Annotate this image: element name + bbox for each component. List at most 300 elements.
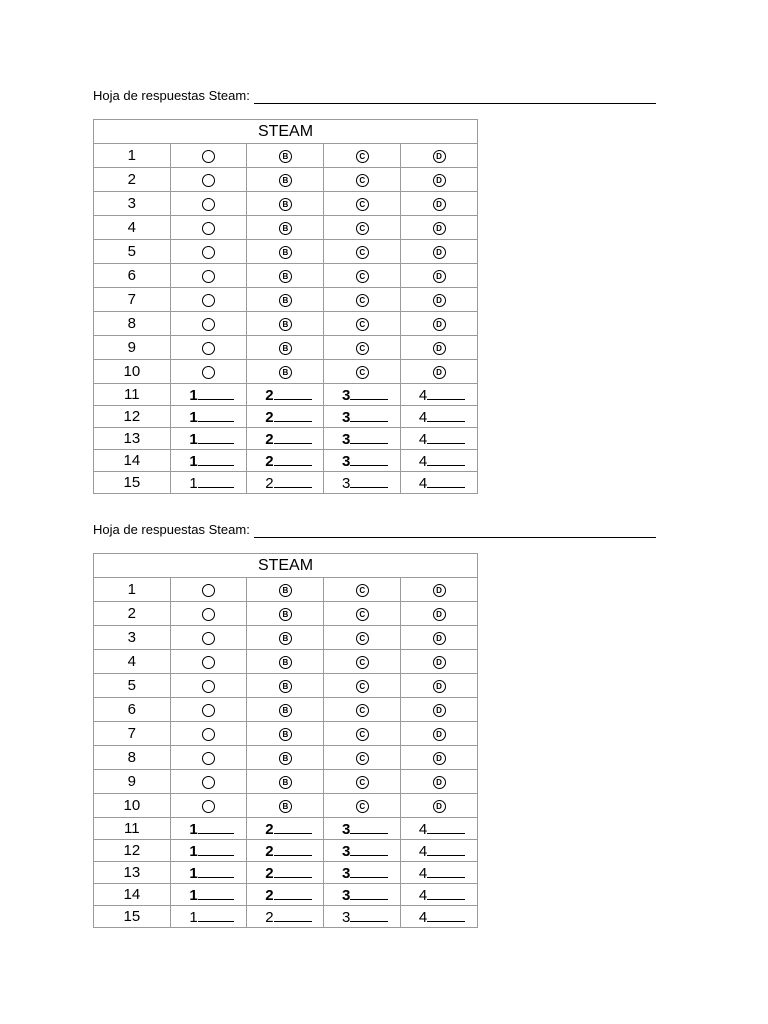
- question-number: 7: [94, 288, 171, 312]
- answer-bubble[interactable]: D: [433, 342, 446, 355]
- answer-blank-line[interactable]: [274, 885, 312, 900]
- answer-option-cell: [324, 746, 401, 770]
- answer-option-cell: [247, 192, 324, 216]
- question-number: 3: [94, 626, 171, 650]
- answer-bubble[interactable]: C: [356, 150, 369, 163]
- answer-blank-line[interactable]: [198, 907, 234, 922]
- fill-in-cell: [247, 384, 324, 406]
- answer-blank-line[interactable]: [274, 385, 312, 400]
- answer-option-cell: [401, 578, 478, 602]
- answer-bubble[interactable]: D: [433, 222, 446, 235]
- blank-label: 2: [265, 453, 274, 470]
- answer-option-cell: [247, 602, 324, 626]
- fill-in-cell: [247, 450, 324, 472]
- answer-blank-line[interactable]: [350, 429, 388, 444]
- answer-bubble[interactable]: D: [433, 294, 446, 307]
- fill-in-cell: [170, 862, 247, 884]
- answer-option-cell: [170, 578, 247, 602]
- answer-option-cell: [247, 674, 324, 698]
- bubble-row: [94, 626, 478, 650]
- answer-bubble[interactable]: D: [433, 366, 446, 379]
- question-number: 14: [94, 884, 171, 906]
- answer-blank-line[interactable]: [427, 385, 465, 400]
- answer-bubble[interactable]: [202, 342, 215, 355]
- answer-bubble[interactable]: [202, 728, 215, 741]
- answer-bubble[interactable]: B: [279, 366, 292, 379]
- answer-option-cell: [401, 168, 478, 192]
- blank-label: 1: [189, 475, 198, 492]
- answer-option-cell: [170, 216, 247, 240]
- blank-label: 3: [342, 475, 351, 492]
- question-number: 11: [94, 818, 171, 840]
- answer-bubble[interactable]: D: [433, 800, 446, 813]
- answer-bubble[interactable]: D: [433, 246, 446, 259]
- question-number: 10: [94, 360, 171, 384]
- answer-option-cell: [324, 722, 401, 746]
- answer-option-cell: [324, 794, 401, 818]
- answer-option-cell: [401, 794, 478, 818]
- name-fill-line[interactable]: [254, 523, 656, 538]
- blank-label: 3: [342, 887, 351, 904]
- blank-label: 1: [189, 865, 198, 882]
- answer-option-cell: [247, 264, 324, 288]
- answer-bubble[interactable]: C: [356, 318, 369, 331]
- fill-in-cell: [324, 906, 401, 928]
- answer-bubble[interactable]: D: [433, 270, 446, 283]
- answer-blank-line[interactable]: [350, 819, 388, 834]
- fill-in-cell: [401, 384, 478, 406]
- answer-blank-line[interactable]: [198, 451, 234, 466]
- answer-option-cell: [401, 650, 478, 674]
- answer-blank-line[interactable]: [198, 407, 234, 422]
- answer-option-cell: [170, 698, 247, 722]
- answer-option-cell: [247, 746, 324, 770]
- answer-bubble[interactable]: [202, 318, 215, 331]
- answer-bubble[interactable]: [202, 366, 215, 379]
- fill-in-cell: [401, 450, 478, 472]
- answer-blank-line[interactable]: [350, 407, 388, 422]
- fill-in-row: [94, 450, 478, 472]
- fill-in-cell: [401, 862, 478, 884]
- blank-label: 4: [418, 843, 428, 860]
- answer-option-cell: [401, 746, 478, 770]
- answer-blank-line[interactable]: [350, 841, 388, 856]
- answer-option-cell: [324, 360, 401, 384]
- blank-label: 4: [418, 887, 428, 904]
- fill-in-cell: [170, 884, 247, 906]
- blank-label: 3: [342, 843, 351, 860]
- answer-sheet-1: [93, 87, 693, 494]
- bubble-row: [94, 336, 478, 360]
- answer-bubble[interactable]: [202, 656, 215, 669]
- fill-in-cell: [247, 862, 324, 884]
- answer-option-cell: [170, 650, 247, 674]
- fill-in-cell: [170, 428, 247, 450]
- answer-option-cell: [247, 288, 324, 312]
- question-number: 5: [94, 674, 171, 698]
- answer-bubble[interactable]: D: [433, 776, 446, 789]
- answer-bubble[interactable]: [202, 680, 215, 693]
- blank-label: 1: [189, 843, 198, 860]
- name-fill-line[interactable]: [254, 89, 656, 104]
- answer-bubble[interactable]: B: [279, 608, 292, 621]
- answer-bubble[interactable]: C: [356, 246, 369, 259]
- answer-bubble[interactable]: B: [279, 728, 292, 741]
- fill-in-cell: [401, 906, 478, 928]
- fill-in-row: [94, 384, 478, 406]
- answer-option-cell: [170, 192, 247, 216]
- answer-option-cell: [247, 168, 324, 192]
- blank-label: 2: [265, 431, 274, 448]
- blank-label: 3: [342, 409, 351, 426]
- answer-option-cell: [247, 650, 324, 674]
- fill-in-cell: [324, 840, 401, 862]
- blank-label: 1: [189, 909, 198, 926]
- blank-label: 1: [189, 387, 198, 404]
- answer-bubble[interactable]: C: [356, 198, 369, 211]
- bubble-row: [94, 288, 478, 312]
- answer-bubble[interactable]: [202, 800, 215, 813]
- question-number: 15: [94, 906, 171, 928]
- answer-blank-line[interactable]: [198, 841, 234, 856]
- bubble-row: [94, 192, 478, 216]
- sheet-heading: [93, 521, 693, 538]
- answer-bubble[interactable]: D: [433, 632, 446, 645]
- answer-option-cell: [247, 312, 324, 336]
- blank-label: 1: [189, 821, 198, 838]
- question-number: 9: [94, 770, 171, 794]
- fill-in-row: [94, 818, 478, 840]
- answer-bubble[interactable]: [202, 752, 215, 765]
- fill-in-cell: [170, 906, 247, 928]
- question-number: 11: [94, 384, 171, 406]
- answer-option-cell: [170, 336, 247, 360]
- blank-label: 4: [418, 821, 428, 838]
- answer-bubble[interactable]: [202, 632, 215, 645]
- bubble-row: [94, 578, 478, 602]
- answer-option-cell: [324, 312, 401, 336]
- blank-label: 2: [265, 387, 274, 404]
- answer-option-cell: [401, 336, 478, 360]
- answer-blank-line[interactable]: [427, 885, 465, 900]
- blank-label: 4: [418, 387, 428, 404]
- answer-option-cell: [170, 312, 247, 336]
- blank-label: 3: [342, 909, 351, 926]
- fill-in-cell: [247, 906, 324, 928]
- answer-bubble[interactable]: C: [356, 752, 369, 765]
- answer-bubble[interactable]: B: [279, 800, 292, 813]
- fill-in-cell: [247, 472, 324, 494]
- answer-blank-line[interactable]: [274, 819, 312, 834]
- answer-option-cell: [170, 794, 247, 818]
- answer-blank-line[interactable]: [198, 819, 234, 834]
- answer-bubble[interactable]: D: [433, 174, 446, 187]
- answer-option-cell: [401, 240, 478, 264]
- answer-blank-line[interactable]: [427, 473, 465, 488]
- bubble-row: [94, 240, 478, 264]
- answer-bubble[interactable]: D: [433, 704, 446, 717]
- answer-blank-line[interactable]: [274, 429, 312, 444]
- answer-option-cell: [170, 746, 247, 770]
- answer-bubble[interactable]: D: [433, 584, 446, 597]
- blank-label: 3: [342, 431, 351, 448]
- answer-bubble[interactable]: D: [433, 656, 446, 669]
- question-number: 1: [94, 144, 171, 168]
- answer-option-cell: [170, 602, 247, 626]
- answer-option-cell: [170, 144, 247, 168]
- answer-option-cell: [170, 674, 247, 698]
- answer-option-cell: [324, 770, 401, 794]
- answer-bubble[interactable]: [202, 704, 215, 717]
- answer-bubble[interactable]: D: [433, 608, 446, 621]
- bubble-row: [94, 794, 478, 818]
- fill-in-cell: [170, 472, 247, 494]
- answer-option-cell: [170, 168, 247, 192]
- question-number: 14: [94, 450, 171, 472]
- answer-option-cell: [401, 192, 478, 216]
- blank-label: 2: [265, 909, 274, 926]
- blank-label: 3: [342, 865, 351, 882]
- answer-option-cell: [247, 770, 324, 794]
- question-number: 13: [94, 428, 171, 450]
- answer-option-cell: [324, 168, 401, 192]
- answer-bubble[interactable]: [202, 174, 215, 187]
- answer-option-cell: [170, 770, 247, 794]
- fill-in-cell: [401, 428, 478, 450]
- answer-option-cell: [401, 360, 478, 384]
- question-number: 15: [94, 472, 171, 494]
- fill-in-row: [94, 840, 478, 862]
- answer-option-cell: [247, 578, 324, 602]
- answer-bubble[interactable]: B: [279, 680, 292, 693]
- answer-blank-line[interactable]: [198, 885, 234, 900]
- answer-blank-line[interactable]: [274, 841, 312, 856]
- answer-blank-line[interactable]: [274, 473, 312, 488]
- bubble-row: [94, 144, 478, 168]
- blank-label: 1: [189, 453, 198, 470]
- question-number: 4: [94, 216, 171, 240]
- answer-bubble[interactable]: [202, 608, 215, 621]
- answer-option-cell: [324, 674, 401, 698]
- fill-in-cell: [401, 884, 478, 906]
- answer-bubble[interactable]: B: [279, 246, 292, 259]
- answer-option-cell: [170, 288, 247, 312]
- bubble-row: [94, 698, 478, 722]
- question-number: 4: [94, 650, 171, 674]
- answer-blank-line[interactable]: [350, 385, 388, 400]
- answer-bubble[interactable]: B: [279, 222, 292, 235]
- answer-bubble[interactable]: C: [356, 366, 369, 379]
- answer-bubble[interactable]: [202, 294, 215, 307]
- answer-option-cell: [324, 602, 401, 626]
- answer-bubble[interactable]: [202, 246, 215, 259]
- answer-blank-line[interactable]: [427, 863, 465, 878]
- question-number: 6: [94, 264, 171, 288]
- fill-in-cell: [247, 818, 324, 840]
- answer-bubble[interactable]: D: [433, 680, 446, 693]
- heading-label: Hoja de respuestas Steam:: [93, 522, 250, 537]
- answer-bubble[interactable]: B: [279, 656, 292, 669]
- answer-bubble[interactable]: [202, 776, 215, 789]
- answer-option-cell: [401, 144, 478, 168]
- fill-in-cell: [247, 428, 324, 450]
- question-number: 3: [94, 192, 171, 216]
- answer-option-cell: [324, 578, 401, 602]
- answer-blank-line[interactable]: [198, 473, 234, 488]
- fill-in-cell: [170, 406, 247, 428]
- answer-option-cell: [247, 626, 324, 650]
- answer-option-cell: [170, 360, 247, 384]
- blank-label: 2: [265, 865, 274, 882]
- answer-blank-line[interactable]: [427, 429, 465, 444]
- answer-option-cell: [401, 698, 478, 722]
- answer-blank-line[interactable]: [427, 907, 465, 922]
- blank-label: 1: [189, 887, 198, 904]
- bubble-row: [94, 602, 478, 626]
- answer-option-cell: [247, 698, 324, 722]
- answer-blank-line[interactable]: [350, 473, 388, 488]
- answer-blank-line[interactable]: [427, 819, 465, 834]
- blank-label: 4: [418, 865, 428, 882]
- answer-bubble[interactable]: C: [356, 270, 369, 283]
- answer-bubble[interactable]: C: [356, 632, 369, 645]
- answer-bubble[interactable]: B: [279, 342, 292, 355]
- answer-bubble[interactable]: D: [433, 752, 446, 765]
- answer-bubble[interactable]: D: [433, 150, 446, 163]
- sheet-heading: [93, 87, 693, 104]
- answer-bubble[interactable]: B: [279, 704, 292, 717]
- blank-label: 2: [265, 843, 274, 860]
- answer-bubble[interactable]: C: [356, 704, 369, 717]
- answer-bubble[interactable]: B: [279, 584, 292, 597]
- answer-blank-line[interactable]: [350, 451, 388, 466]
- answer-option-cell: [324, 626, 401, 650]
- answer-option-cell: [324, 650, 401, 674]
- answer-bubble[interactable]: D: [433, 728, 446, 741]
- answer-option-cell: [324, 144, 401, 168]
- question-number: 8: [94, 746, 171, 770]
- answer-bubble[interactable]: C: [356, 656, 369, 669]
- answer-bubble[interactable]: B: [279, 150, 292, 163]
- answer-option-cell: [401, 674, 478, 698]
- answer-bubble[interactable]: C: [356, 342, 369, 355]
- answer-bubble[interactable]: [202, 198, 215, 211]
- answer-blank-line[interactable]: [198, 429, 234, 444]
- answer-option-cell: [401, 770, 478, 794]
- answer-bubble[interactable]: B: [279, 776, 292, 789]
- answer-option-cell: [324, 264, 401, 288]
- answer-bubble[interactable]: C: [356, 776, 369, 789]
- answer-blank-line[interactable]: [198, 863, 234, 878]
- blank-label: 3: [342, 821, 351, 838]
- answer-blank-line[interactable]: [274, 863, 312, 878]
- answer-option-cell: [324, 288, 401, 312]
- answer-blank-line[interactable]: [350, 885, 388, 900]
- answer-bubble[interactable]: [202, 270, 215, 283]
- fill-in-cell: [247, 406, 324, 428]
- fill-in-cell: [170, 818, 247, 840]
- answer-blank-line[interactable]: [274, 451, 312, 466]
- answer-bubble[interactable]: [202, 222, 215, 235]
- answer-bubble[interactable]: B: [279, 318, 292, 331]
- answer-bubble[interactable]: B: [279, 270, 292, 283]
- fill-in-cell: [401, 818, 478, 840]
- answer-option-cell: [247, 722, 324, 746]
- question-number: 2: [94, 602, 171, 626]
- answer-bubble[interactable]: D: [433, 198, 446, 211]
- fill-in-cell: [247, 840, 324, 862]
- blank-label: 2: [265, 409, 274, 426]
- question-number: 13: [94, 862, 171, 884]
- fill-in-cell: [401, 406, 478, 428]
- fill-in-row: [94, 862, 478, 884]
- answer-bubble[interactable]: B: [279, 198, 292, 211]
- question-number: 9: [94, 336, 171, 360]
- answer-bubble[interactable]: C: [356, 680, 369, 693]
- question-number: 12: [94, 406, 171, 428]
- answer-bubble[interactable]: C: [356, 608, 369, 621]
- question-number: 7: [94, 722, 171, 746]
- answer-bubble[interactable]: [202, 150, 215, 163]
- answer-blank-line[interactable]: [274, 407, 312, 422]
- fill-in-row: [94, 906, 478, 928]
- answer-option-cell: [247, 336, 324, 360]
- fill-in-row: [94, 406, 478, 428]
- answer-bubble[interactable]: C: [356, 222, 369, 235]
- answer-bubble[interactable]: C: [356, 800, 369, 813]
- answer-bubble[interactable]: C: [356, 294, 369, 307]
- blank-label: 3: [342, 453, 351, 470]
- answer-bubble[interactable]: C: [356, 728, 369, 741]
- blank-label: 1: [189, 431, 198, 448]
- blank-label: 4: [418, 475, 428, 492]
- blank-label: 2: [265, 887, 274, 904]
- answer-option-cell: [324, 698, 401, 722]
- answer-blank-line[interactable]: [427, 451, 465, 466]
- answer-bubble[interactable]: B: [279, 752, 292, 765]
- answer-option-cell: [170, 626, 247, 650]
- answer-option-cell: [170, 264, 247, 288]
- answer-option-cell: [401, 288, 478, 312]
- fill-in-cell: [247, 884, 324, 906]
- answer-blank-line[interactable]: [427, 407, 465, 422]
- answer-bubble[interactable]: B: [279, 294, 292, 307]
- question-number: 8: [94, 312, 171, 336]
- answer-blank-line[interactable]: [350, 863, 388, 878]
- answer-bubble[interactable]: C: [356, 174, 369, 187]
- heading-label: Hoja de respuestas Steam:: [93, 88, 250, 103]
- answer-table: [93, 119, 478, 494]
- answer-bubble[interactable]: D: [433, 318, 446, 331]
- question-number: 2: [94, 168, 171, 192]
- answer-option-cell: [247, 144, 324, 168]
- answer-option-cell: [324, 336, 401, 360]
- answer-blank-line[interactable]: [427, 841, 465, 856]
- table-title: STEAM: [94, 554, 478, 578]
- answer-option-cell: [324, 240, 401, 264]
- fill-in-cell: [401, 840, 478, 862]
- answer-bubble[interactable]: [202, 584, 215, 597]
- answer-blank-line[interactable]: [198, 385, 234, 400]
- answer-blank-line[interactable]: [274, 907, 312, 922]
- answer-bubble[interactable]: B: [279, 632, 292, 645]
- question-number: 1: [94, 578, 171, 602]
- fill-in-row: [94, 428, 478, 450]
- fill-in-cell: [170, 840, 247, 862]
- answer-blank-line[interactable]: [350, 907, 388, 922]
- answer-bubble[interactable]: C: [356, 584, 369, 597]
- answer-bubble[interactable]: B: [279, 174, 292, 187]
